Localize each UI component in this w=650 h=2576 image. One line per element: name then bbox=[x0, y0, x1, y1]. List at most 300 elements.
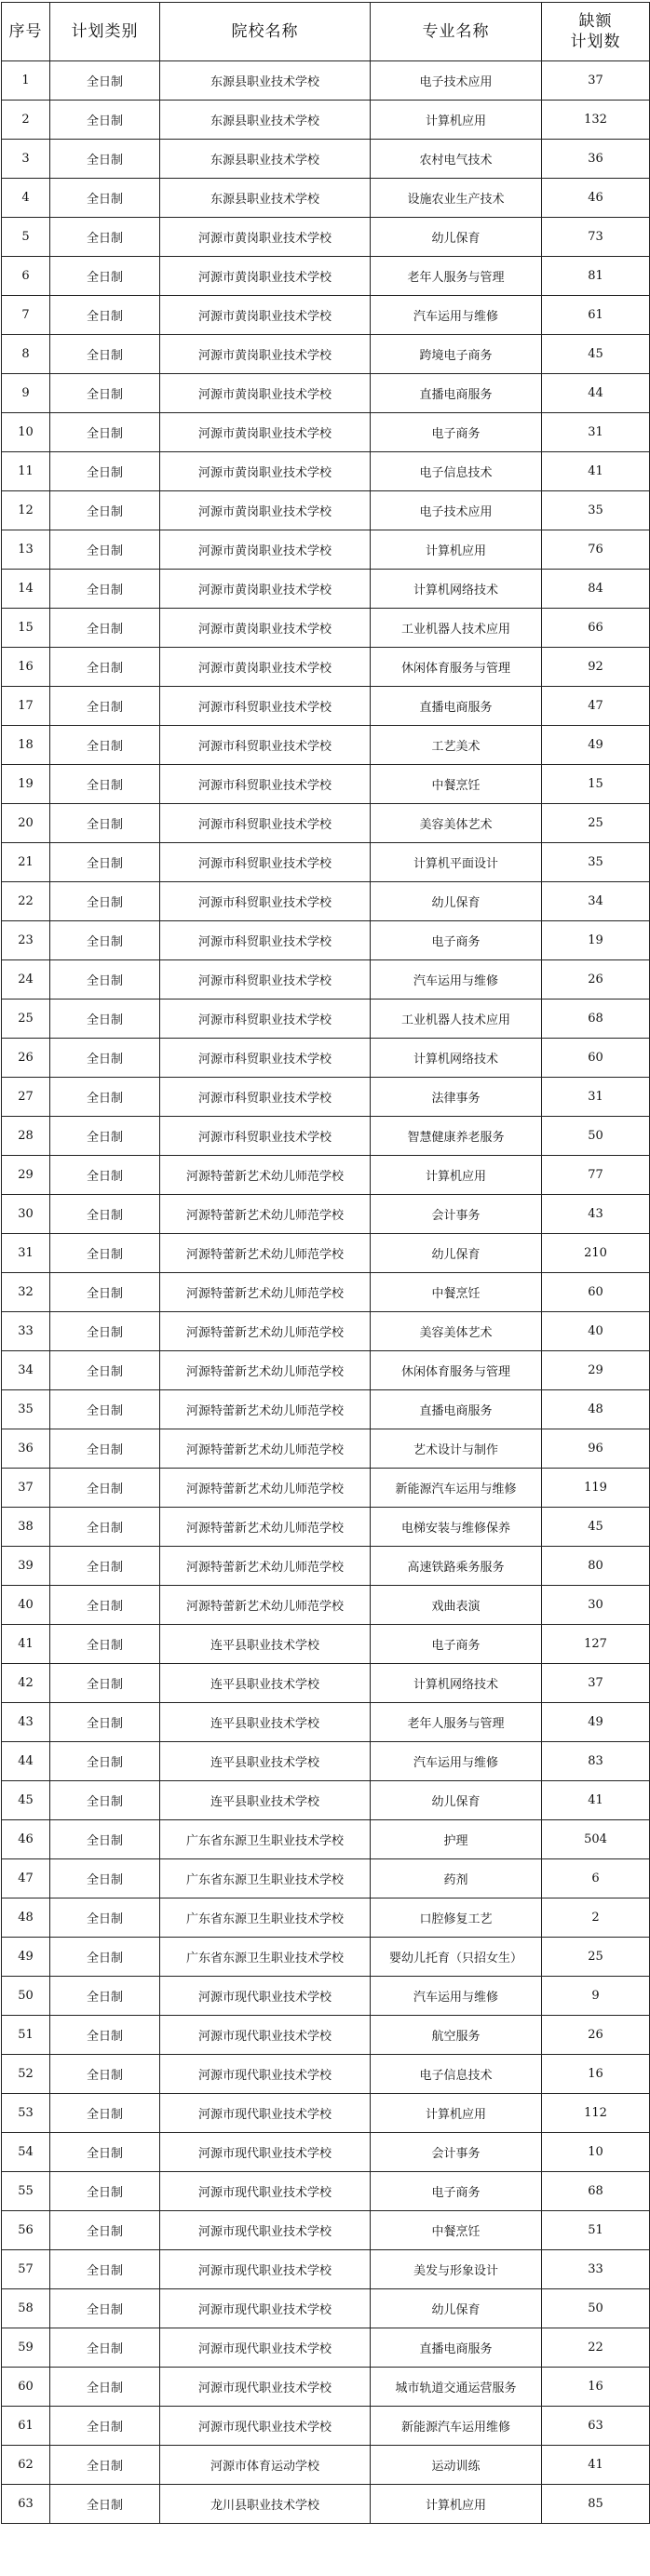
cell-plan-type: 全日制 bbox=[50, 1938, 160, 1977]
cell-plan-type: 全日制 bbox=[50, 1508, 160, 1547]
cell-seq: 3 bbox=[2, 140, 50, 179]
cell-seq: 36 bbox=[2, 1429, 50, 1469]
cell-plan-type: 全日制 bbox=[50, 2094, 160, 2133]
cell-school-name: 河源市科贸职业技术学校 bbox=[160, 1117, 371, 1156]
cell-major-name: 幼儿保育 bbox=[371, 1781, 542, 1820]
table-row bbox=[2, 1859, 650, 1898]
cell-major-name: 工业机器人技术应用 bbox=[371, 609, 542, 648]
cell-plan-type: 全日制 bbox=[50, 101, 160, 140]
cell-vacancy-count: 10 bbox=[542, 2133, 650, 2172]
cell-school-name: 河源特蕾新艺术幼儿师范学校 bbox=[160, 1234, 371, 1273]
cell-plan-type: 全日制 bbox=[50, 2446, 160, 2485]
cell-seq: 43 bbox=[2, 1703, 50, 1742]
cell-school-name: 河源特蕾新艺术幼儿师范学校 bbox=[160, 1547, 371, 1586]
cell-plan-type: 全日制 bbox=[50, 2289, 160, 2328]
cell-seq: 30 bbox=[2, 1195, 50, 1234]
cell-school-name: 河源特蕾新艺术幼儿师范学校 bbox=[160, 1195, 371, 1234]
cell-plan-type: 全日制 bbox=[50, 843, 160, 882]
table-row bbox=[2, 921, 650, 960]
cell-plan-type: 全日制 bbox=[50, 296, 160, 335]
header-vacancy-count bbox=[542, 3, 650, 61]
cell-school-name: 河源特蕾新艺术幼儿师范学校 bbox=[160, 1312, 371, 1351]
cell-plan-type: 全日制 bbox=[50, 2250, 160, 2289]
table-row bbox=[2, 2368, 650, 2407]
cell-vacancy-count: 96 bbox=[542, 1429, 650, 1469]
cell-school-name: 连平县职业技术学校 bbox=[160, 1664, 371, 1703]
cell-seq: 49 bbox=[2, 1938, 50, 1977]
header-major-name: 专业名称 bbox=[371, 3, 542, 61]
table-row bbox=[2, 1703, 650, 1742]
cell-vacancy-count: 33 bbox=[542, 2250, 650, 2289]
table-row bbox=[2, 1351, 650, 1390]
enrollment-plan-table bbox=[1, 2, 650, 2524]
cell-plan-type: 全日制 bbox=[50, 1898, 160, 1938]
table-row bbox=[2, 413, 650, 452]
cell-seq: 55 bbox=[2, 2172, 50, 2211]
table-row bbox=[2, 1039, 650, 1078]
cell-seq: 45 bbox=[2, 1781, 50, 1820]
cell-vacancy-count: 80 bbox=[542, 1547, 650, 1586]
cell-vacancy-count: 92 bbox=[542, 648, 650, 687]
cell-plan-type: 全日制 bbox=[50, 1156, 160, 1195]
cell-major-name: 电子商务 bbox=[371, 1625, 542, 1664]
cell-vacancy-count: 26 bbox=[542, 2016, 650, 2055]
table-row bbox=[2, 530, 650, 570]
cell-seq: 28 bbox=[2, 1117, 50, 1156]
cell-vacancy-count: 66 bbox=[542, 609, 650, 648]
cell-school-name: 连平县职业技术学校 bbox=[160, 1703, 371, 1742]
cell-school-name: 河源特蕾新艺术幼儿师范学校 bbox=[160, 1429, 371, 1469]
table-row bbox=[2, 374, 650, 413]
cell-major-name: 新能源汽车运用维修 bbox=[371, 2407, 542, 2446]
table-row bbox=[2, 179, 650, 218]
cell-seq: 25 bbox=[2, 1000, 50, 1039]
header-school-name: 院校名称 bbox=[160, 3, 371, 61]
cell-major-name: 农村电气技术 bbox=[371, 140, 542, 179]
cell-major-name: 电子商务 bbox=[371, 413, 542, 452]
table-row bbox=[2, 1977, 650, 2016]
cell-major-name: 幼儿保育 bbox=[371, 1234, 542, 1273]
cell-school-name: 河源特蕾新艺术幼儿师范学校 bbox=[160, 1586, 371, 1625]
cell-plan-type: 全日制 bbox=[50, 1429, 160, 1469]
cell-seq: 8 bbox=[2, 335, 50, 374]
cell-major-name: 婴幼儿托育（只招女生） bbox=[371, 1938, 542, 1977]
header-seq: 序号 bbox=[2, 3, 50, 61]
cell-vacancy-count: 44 bbox=[542, 374, 650, 413]
cell-plan-type: 全日制 bbox=[50, 1312, 160, 1351]
cell-vacancy-count: 40 bbox=[542, 1312, 650, 1351]
cell-plan-type: 全日制 bbox=[50, 960, 160, 1000]
cell-school-name: 河源市黄岗职业技术学校 bbox=[160, 218, 371, 257]
table-row bbox=[2, 257, 650, 296]
cell-major-name: 幼儿保育 bbox=[371, 2289, 542, 2328]
cell-seq: 27 bbox=[2, 1078, 50, 1117]
table-row bbox=[2, 2328, 650, 2368]
cell-vacancy-count: 81 bbox=[542, 257, 650, 296]
table-row bbox=[2, 335, 650, 374]
cell-major-name: 休闲体育服务与管理 bbox=[371, 1351, 542, 1390]
cell-vacancy-count: 83 bbox=[542, 1742, 650, 1781]
cell-major-name: 设施农业生产技术 bbox=[371, 179, 542, 218]
cell-seq: 23 bbox=[2, 921, 50, 960]
cell-plan-type: 全日制 bbox=[50, 413, 160, 452]
cell-school-name: 东源县职业技术学校 bbox=[160, 140, 371, 179]
cell-school-name: 广东省东源卫生职业技术学校 bbox=[160, 1859, 371, 1898]
table-row bbox=[2, 296, 650, 335]
cell-plan-type: 全日制 bbox=[50, 257, 160, 296]
cell-school-name: 河源市现代职业技术学校 bbox=[160, 2211, 371, 2250]
cell-vacancy-count: 504 bbox=[542, 1820, 650, 1859]
cell-plan-type: 全日制 bbox=[50, 2016, 160, 2055]
cell-vacancy-count: 35 bbox=[542, 843, 650, 882]
cell-major-name: 计算机应用 bbox=[371, 2094, 542, 2133]
cell-vacancy-count: 85 bbox=[542, 2485, 650, 2524]
table-row bbox=[2, 1117, 650, 1156]
cell-plan-type: 全日制 bbox=[50, 609, 160, 648]
cell-plan-type: 全日制 bbox=[50, 2368, 160, 2407]
cell-school-name: 河源市黄岗职业技术学校 bbox=[160, 335, 371, 374]
table-row bbox=[2, 2055, 650, 2094]
cell-vacancy-count: 41 bbox=[542, 452, 650, 491]
cell-major-name: 航空服务 bbox=[371, 2016, 542, 2055]
cell-seq: 14 bbox=[2, 570, 50, 609]
cell-vacancy-count: 60 bbox=[542, 1039, 650, 1078]
cell-vacancy-count: 46 bbox=[542, 179, 650, 218]
table-row bbox=[2, 491, 650, 530]
cell-school-name: 广东省东源卫生职业技术学校 bbox=[160, 1820, 371, 1859]
cell-plan-type: 全日制 bbox=[50, 1625, 160, 1664]
cell-major-name: 直播电商服务 bbox=[371, 374, 542, 413]
cell-school-name: 广东省东源卫生职业技术学校 bbox=[160, 1938, 371, 1977]
table-row bbox=[2, 1234, 650, 1273]
cell-vacancy-count: 51 bbox=[542, 2211, 650, 2250]
cell-plan-type: 全日制 bbox=[50, 765, 160, 804]
cell-plan-type: 全日制 bbox=[50, 1039, 160, 1078]
cell-vacancy-count: 76 bbox=[542, 530, 650, 570]
table-row bbox=[2, 609, 650, 648]
table-row bbox=[2, 1078, 650, 1117]
cell-major-name: 中餐烹饪 bbox=[371, 765, 542, 804]
cell-seq: 21 bbox=[2, 843, 50, 882]
cell-plan-type: 全日制 bbox=[50, 61, 160, 101]
cell-major-name: 药剂 bbox=[371, 1859, 542, 1898]
table-row bbox=[2, 1312, 650, 1351]
cell-seq: 51 bbox=[2, 2016, 50, 2055]
cell-seq: 12 bbox=[2, 491, 50, 530]
cell-plan-type: 全日制 bbox=[50, 2485, 160, 2524]
cell-school-name: 河源特蕾新艺术幼儿师范学校 bbox=[160, 1469, 371, 1508]
table-row bbox=[2, 140, 650, 179]
cell-school-name: 龙川县职业技术学校 bbox=[160, 2485, 371, 2524]
cell-vacancy-count: 16 bbox=[542, 2055, 650, 2094]
cell-seq: 56 bbox=[2, 2211, 50, 2250]
cell-seq: 17 bbox=[2, 687, 50, 726]
cell-school-name: 河源市现代职业技术学校 bbox=[160, 2133, 371, 2172]
cell-school-name: 河源市黄岗职业技术学校 bbox=[160, 570, 371, 609]
table-row bbox=[2, 1742, 650, 1781]
cell-seq: 31 bbox=[2, 1234, 50, 1273]
cell-vacancy-count: 127 bbox=[542, 1625, 650, 1664]
cell-major-name: 工艺美术 bbox=[371, 726, 542, 765]
table-row bbox=[2, 1625, 650, 1664]
cell-plan-type: 全日制 bbox=[50, 648, 160, 687]
cell-school-name: 河源市黄岗职业技术学校 bbox=[160, 374, 371, 413]
cell-school-name: 河源市科贸职业技术学校 bbox=[160, 804, 371, 843]
cell-school-name: 河源市科贸职业技术学校 bbox=[160, 1039, 371, 1078]
cell-vacancy-count: 19 bbox=[542, 921, 650, 960]
cell-seq: 18 bbox=[2, 726, 50, 765]
table-header-row bbox=[2, 3, 650, 61]
cell-seq: 46 bbox=[2, 1820, 50, 1859]
cell-vacancy-count: 36 bbox=[542, 140, 650, 179]
cell-vacancy-count: 112 bbox=[542, 2094, 650, 2133]
cell-seq: 62 bbox=[2, 2446, 50, 2485]
cell-major-name: 中餐烹饪 bbox=[371, 2211, 542, 2250]
cell-seq: 60 bbox=[2, 2368, 50, 2407]
cell-major-name: 戏曲表演 bbox=[371, 1586, 542, 1625]
cell-vacancy-count: 50 bbox=[542, 1117, 650, 1156]
table-row bbox=[2, 2211, 650, 2250]
table-body bbox=[2, 61, 650, 2524]
cell-vacancy-count: 63 bbox=[542, 2407, 650, 2446]
header-plan-type: 计划类别 bbox=[50, 3, 160, 61]
table-row bbox=[2, 2485, 650, 2524]
cell-major-name: 计算机平面设计 bbox=[371, 843, 542, 882]
cell-vacancy-count: 2 bbox=[542, 1898, 650, 1938]
cell-plan-type: 全日制 bbox=[50, 452, 160, 491]
cell-school-name: 河源市现代职业技术学校 bbox=[160, 2016, 371, 2055]
cell-school-name: 河源市黄岗职业技术学校 bbox=[160, 530, 371, 570]
cell-vacancy-count: 22 bbox=[542, 2328, 650, 2368]
cell-major-name: 护理 bbox=[371, 1820, 542, 1859]
cell-major-name: 直播电商服务 bbox=[371, 1390, 542, 1429]
cell-major-name: 城市轨道交通运营服务 bbox=[371, 2368, 542, 2407]
cell-seq: 63 bbox=[2, 2485, 50, 2524]
cell-school-name: 河源市科贸职业技术学校 bbox=[160, 921, 371, 960]
cell-seq: 15 bbox=[2, 609, 50, 648]
cell-major-name: 新能源汽车运用与维修 bbox=[371, 1469, 542, 1508]
cell-major-name: 电子技术应用 bbox=[371, 61, 542, 101]
cell-plan-type: 全日制 bbox=[50, 1781, 160, 1820]
table-row bbox=[2, 1586, 650, 1625]
cell-plan-type: 全日制 bbox=[50, 1820, 160, 1859]
table-row bbox=[2, 2446, 650, 2485]
cell-major-name: 跨境电子商务 bbox=[371, 335, 542, 374]
cell-major-name: 电子技术应用 bbox=[371, 491, 542, 530]
cell-school-name: 河源特蕾新艺术幼儿师范学校 bbox=[160, 1390, 371, 1429]
cell-school-name: 河源市黄岗职业技术学校 bbox=[160, 609, 371, 648]
cell-school-name: 河源市现代职业技术学校 bbox=[160, 2094, 371, 2133]
cell-vacancy-count: 73 bbox=[542, 218, 650, 257]
cell-major-name: 会计事务 bbox=[371, 1195, 542, 1234]
cell-vacancy-count: 31 bbox=[542, 413, 650, 452]
cell-school-name: 河源市黄岗职业技术学校 bbox=[160, 257, 371, 296]
cell-school-name: 河源市科贸职业技术学校 bbox=[160, 765, 371, 804]
table-row bbox=[2, 61, 650, 101]
cell-major-name: 会计事务 bbox=[371, 2133, 542, 2172]
cell-vacancy-count: 50 bbox=[542, 2289, 650, 2328]
cell-school-name: 河源市现代职业技术学校 bbox=[160, 2172, 371, 2211]
cell-plan-type: 全日制 bbox=[50, 335, 160, 374]
cell-vacancy-count: 30 bbox=[542, 1586, 650, 1625]
cell-vacancy-count: 41 bbox=[542, 1781, 650, 1820]
cell-major-name: 美发与形象设计 bbox=[371, 2250, 542, 2289]
cell-plan-type: 全日制 bbox=[50, 2211, 160, 2250]
cell-school-name: 河源市科贸职业技术学校 bbox=[160, 687, 371, 726]
cell-vacancy-count: 119 bbox=[542, 1469, 650, 1508]
cell-seq: 37 bbox=[2, 1469, 50, 1508]
cell-seq: 16 bbox=[2, 648, 50, 687]
cell-school-name: 东源县职业技术学校 bbox=[160, 61, 371, 101]
cell-school-name: 河源特蕾新艺术幼儿师范学校 bbox=[160, 1508, 371, 1547]
header-vacancy-line1: 缺额 bbox=[578, 12, 613, 31]
cell-vacancy-count: 25 bbox=[542, 1938, 650, 1977]
cell-seq: 50 bbox=[2, 1977, 50, 2016]
cell-major-name: 计算机应用 bbox=[371, 2485, 542, 2524]
cell-vacancy-count: 84 bbox=[542, 570, 650, 609]
cell-seq: 32 bbox=[2, 1273, 50, 1312]
cell-plan-type: 全日制 bbox=[50, 2055, 160, 2094]
cell-school-name: 河源市现代职业技术学校 bbox=[160, 2055, 371, 2094]
cell-plan-type: 全日制 bbox=[50, 882, 160, 921]
cell-plan-type: 全日制 bbox=[50, 2172, 160, 2211]
table-row bbox=[2, 1195, 650, 1234]
cell-plan-type: 全日制 bbox=[50, 2407, 160, 2446]
table-row bbox=[2, 2250, 650, 2289]
cell-seq: 5 bbox=[2, 218, 50, 257]
table-row bbox=[2, 1781, 650, 1820]
cell-seq: 39 bbox=[2, 1547, 50, 1586]
cell-major-name: 美容美体艺术 bbox=[371, 1312, 542, 1351]
cell-seq: 1 bbox=[2, 61, 50, 101]
table-row bbox=[2, 648, 650, 687]
cell-major-name: 运动训练 bbox=[371, 2446, 542, 2485]
cell-seq: 35 bbox=[2, 1390, 50, 1429]
cell-major-name: 智慧健康养老服务 bbox=[371, 1117, 542, 1156]
cell-plan-type: 全日制 bbox=[50, 1000, 160, 1039]
cell-school-name: 河源市科贸职业技术学校 bbox=[160, 726, 371, 765]
cell-seq: 4 bbox=[2, 179, 50, 218]
cell-school-name: 河源市黄岗职业技术学校 bbox=[160, 648, 371, 687]
cell-school-name: 河源特蕾新艺术幼儿师范学校 bbox=[160, 1351, 371, 1390]
cell-major-name: 休闲体育服务与管理 bbox=[371, 648, 542, 687]
cell-vacancy-count: 68 bbox=[542, 1000, 650, 1039]
table-row bbox=[2, 1508, 650, 1547]
cell-vacancy-count: 6 bbox=[542, 1859, 650, 1898]
cell-vacancy-count: 68 bbox=[542, 2172, 650, 2211]
cell-vacancy-count: 49 bbox=[542, 1703, 650, 1742]
table-row bbox=[2, 1390, 650, 1429]
table-row bbox=[2, 101, 650, 140]
cell-seq: 11 bbox=[2, 452, 50, 491]
cell-school-name: 连平县职业技术学校 bbox=[160, 1742, 371, 1781]
cell-school-name: 河源市现代职业技术学校 bbox=[160, 1977, 371, 2016]
cell-school-name: 广东省东源卫生职业技术学校 bbox=[160, 1898, 371, 1938]
cell-major-name: 幼儿保育 bbox=[371, 882, 542, 921]
cell-vacancy-count: 16 bbox=[542, 2368, 650, 2407]
table-row bbox=[2, 2016, 650, 2055]
cell-school-name: 河源市黄岗职业技术学校 bbox=[160, 452, 371, 491]
header-vacancy-line2: 计划数 bbox=[570, 33, 621, 51]
cell-seq: 54 bbox=[2, 2133, 50, 2172]
cell-major-name: 计算机网络技术 bbox=[371, 1039, 542, 1078]
cell-seq: 40 bbox=[2, 1586, 50, 1625]
cell-vacancy-count: 132 bbox=[542, 101, 650, 140]
cell-major-name: 电子信息技术 bbox=[371, 452, 542, 491]
table-row bbox=[2, 570, 650, 609]
table-row bbox=[2, 218, 650, 257]
cell-school-name: 河源市黄岗职业技术学校 bbox=[160, 491, 371, 530]
cell-plan-type: 全日制 bbox=[50, 179, 160, 218]
cell-seq: 2 bbox=[2, 101, 50, 140]
cell-major-name: 老年人服务与管理 bbox=[371, 1703, 542, 1742]
cell-major-name: 法律事务 bbox=[371, 1078, 542, 1117]
table-row bbox=[2, 765, 650, 804]
cell-major-name: 电子商务 bbox=[371, 921, 542, 960]
table-row bbox=[2, 1000, 650, 1039]
cell-plan-type: 全日制 bbox=[50, 687, 160, 726]
cell-vacancy-count: 43 bbox=[542, 1195, 650, 1234]
cell-seq: 20 bbox=[2, 804, 50, 843]
cell-plan-type: 全日制 bbox=[50, 140, 160, 179]
cell-plan-type: 全日制 bbox=[50, 921, 160, 960]
cell-school-name: 河源市体育运动学校 bbox=[160, 2446, 371, 2485]
cell-major-name: 汽车运用与维修 bbox=[371, 1742, 542, 1781]
table-row bbox=[2, 1469, 650, 1508]
cell-school-name: 河源市科贸职业技术学校 bbox=[160, 1078, 371, 1117]
cell-seq: 47 bbox=[2, 1859, 50, 1898]
cell-school-name: 河源市现代职业技术学校 bbox=[160, 2368, 371, 2407]
cell-seq: 57 bbox=[2, 2250, 50, 2289]
cell-vacancy-count: 45 bbox=[542, 1508, 650, 1547]
cell-plan-type: 全日制 bbox=[50, 1742, 160, 1781]
table-row bbox=[2, 1429, 650, 1469]
cell-seq: 13 bbox=[2, 530, 50, 570]
cell-vacancy-count: 37 bbox=[542, 1664, 650, 1703]
cell-plan-type: 全日制 bbox=[50, 1195, 160, 1234]
table-row bbox=[2, 960, 650, 1000]
cell-major-name: 工业机器人技术应用 bbox=[371, 1000, 542, 1039]
cell-seq: 38 bbox=[2, 1508, 50, 1547]
cell-major-name: 汽车运用与维修 bbox=[371, 960, 542, 1000]
cell-major-name: 计算机网络技术 bbox=[371, 570, 542, 609]
cell-vacancy-count: 60 bbox=[542, 1273, 650, 1312]
cell-school-name: 东源县职业技术学校 bbox=[160, 101, 371, 140]
cell-major-name: 幼儿保育 bbox=[371, 218, 542, 257]
cell-school-name: 河源市现代职业技术学校 bbox=[160, 2250, 371, 2289]
cell-seq: 26 bbox=[2, 1039, 50, 1078]
table-row bbox=[2, 2289, 650, 2328]
cell-major-name: 电子信息技术 bbox=[371, 2055, 542, 2094]
table-row bbox=[2, 1664, 650, 1703]
cell-seq: 58 bbox=[2, 2289, 50, 2328]
cell-school-name: 河源市现代职业技术学校 bbox=[160, 2289, 371, 2328]
table-row bbox=[2, 2172, 650, 2211]
cell-seq: 53 bbox=[2, 2094, 50, 2133]
cell-major-name: 美容美体艺术 bbox=[371, 804, 542, 843]
cell-major-name: 汽车运用与维修 bbox=[371, 1977, 542, 2016]
cell-plan-type: 全日制 bbox=[50, 570, 160, 609]
cell-plan-type: 全日制 bbox=[50, 1117, 160, 1156]
cell-seq: 22 bbox=[2, 882, 50, 921]
table-row bbox=[2, 1156, 650, 1195]
cell-seq: 24 bbox=[2, 960, 50, 1000]
cell-seq: 10 bbox=[2, 413, 50, 452]
cell-school-name: 河源市现代职业技术学校 bbox=[160, 2407, 371, 2446]
table-row bbox=[2, 2133, 650, 2172]
cell-plan-type: 全日制 bbox=[50, 218, 160, 257]
table-row bbox=[2, 1820, 650, 1859]
